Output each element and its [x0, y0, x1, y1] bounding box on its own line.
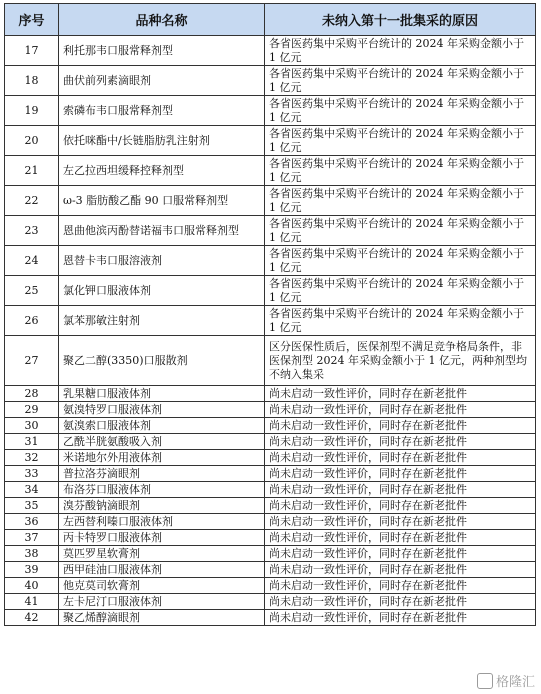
drug-name: 乳果糖口服液体剂: [59, 386, 265, 402]
drug-name: 普拉洛芬滴眼剂: [59, 466, 265, 482]
table-header-row: [5, 4, 536, 36]
exclusion-reason: 各省医药集中采购平台统计的 2024 年采购金额小于 1 亿元: [265, 276, 536, 306]
table-row: [5, 418, 536, 434]
table-row: [5, 66, 536, 96]
drug-name: 溴芬酸钠滴眼剂: [59, 498, 265, 514]
table-row: [5, 450, 536, 466]
row-number: 41: [5, 594, 59, 610]
exclusion-reason: 各省医药集中采购平台统计的 2024 年采购金额小于 1 亿元: [265, 96, 536, 126]
exclusion-reason: 各省医药集中采购平台统计的 2024 年采购金额小于 1 亿元: [265, 186, 536, 216]
exclusion-reason: 尚未启动一致性评价，同时存在新老批件: [265, 514, 536, 530]
table-row: [5, 498, 536, 514]
exclusion-reason: 尚未启动一致性评价，同时存在新老批件: [265, 402, 536, 418]
row-number: 37: [5, 530, 59, 546]
row-number: 35: [5, 498, 59, 514]
row-number: 42: [5, 610, 59, 626]
watermark-text: 格隆汇: [495, 675, 535, 690]
row-number: 39: [5, 562, 59, 578]
drug-name: 曲伏前列素滴眼剂: [59, 66, 265, 96]
exclusion-reason: 尚未启动一致性评价，同时存在新老批件: [265, 530, 536, 546]
exclusion-reason: 尚未启动一致性评价，同时存在新老批件: [265, 546, 536, 562]
exclusion-reason: 尚未启动一致性评价，同时存在新老批件: [265, 434, 536, 450]
table-row: [5, 514, 536, 530]
row-number: 33: [5, 466, 59, 482]
row-number: 17: [5, 36, 59, 66]
row-number: 27: [5, 336, 59, 386]
table-row: [5, 36, 536, 66]
drug-name: 氯化钾口服液体剂: [59, 276, 265, 306]
exclusion-reason: 尚未启动一致性评价，同时存在新老批件: [265, 594, 536, 610]
exclusion-reason: 尚未启动一致性评价，同时存在新老批件: [265, 610, 536, 626]
row-number: 36: [5, 514, 59, 530]
row-number: 22: [5, 186, 59, 216]
table-row: [5, 434, 536, 450]
drug-name: 氨溴特罗口服液体剂: [59, 402, 265, 418]
header-drug-name: 品种名称: [59, 4, 265, 36]
drug-name: 丙卡特罗口服液体剂: [59, 530, 265, 546]
drug-name: 聚乙二醇(3350)口服散剂: [59, 336, 265, 386]
row-number: 20: [5, 126, 59, 156]
drug-name: 左卡尼汀口服液体剂: [59, 594, 265, 610]
table-row: [5, 466, 536, 482]
row-number: 34: [5, 482, 59, 498]
table-row: [5, 578, 536, 594]
drug-name: 米诺地尔外用液体剂: [59, 450, 265, 466]
exclusion-reason: 尚未启动一致性评价，同时存在新老批件: [265, 450, 536, 466]
row-number: 21: [5, 156, 59, 186]
drug-name: 依托咪酯中/长链脂肪乳注射剂: [59, 126, 265, 156]
drug-name: 聚乙烯醇滴眼剂: [59, 610, 265, 626]
table-body: [5, 36, 536, 626]
drug-name: ω-3 脂肪酸乙酯 90 口服常释剂型: [59, 186, 265, 216]
exclusion-table: [4, 3, 536, 626]
exclusion-reason: 各省医药集中采购平台统计的 2024 年采购金额小于 1 亿元: [265, 156, 536, 186]
row-number: 31: [5, 434, 59, 450]
table-row: [5, 336, 536, 386]
drug-name: 恩替卡韦口服溶液剂: [59, 246, 265, 276]
watermark: [477, 671, 535, 690]
row-number: 25: [5, 276, 59, 306]
exclusion-reason: 各省医药集中采购平台统计的 2024 年采购金额小于 1 亿元: [265, 126, 536, 156]
row-number: 18: [5, 66, 59, 96]
drug-name: 乙酰半胱氨酸吸入剂: [59, 434, 265, 450]
drug-name: 索磷布韦口服常释剂型: [59, 96, 265, 126]
row-number: 28: [5, 386, 59, 402]
drug-name: 利托那韦口服常释剂型: [59, 36, 265, 66]
table-row: [5, 306, 536, 336]
row-number: 32: [5, 450, 59, 466]
exclusion-reason: 尚未启动一致性评价，同时存在新老批件: [265, 386, 536, 402]
table-row: [5, 156, 536, 186]
row-number: 23: [5, 216, 59, 246]
row-number: 26: [5, 306, 59, 336]
table-row: [5, 186, 536, 216]
exclusion-reason: 尚未启动一致性评价，同时存在新老批件: [265, 498, 536, 514]
table-row: [5, 546, 536, 562]
table-row: [5, 530, 536, 546]
row-number: 40: [5, 578, 59, 594]
table-row: [5, 276, 536, 306]
table-row: [5, 96, 536, 126]
exclusion-reason: 尚未启动一致性评价，同时存在新老批件: [265, 418, 536, 434]
table-row: [5, 562, 536, 578]
exclusion-reason: 区分医保性质后，医保剂型不满足竞争格局条件，非医保剂型 2024 年采购金额小于 1 亿元，两种剂型均不纳入集采: [265, 336, 536, 386]
row-number: 24: [5, 246, 59, 276]
drug-name: 左西替利嗪口服液体剂: [59, 514, 265, 530]
exclusion-reason: 各省医药集中采购平台统计的 2024 年采购金额小于 1 亿元: [265, 216, 536, 246]
exclusion-reason: 尚未启动一致性评价，同时存在新老批件: [265, 466, 536, 482]
drug-name: 他克莫司软膏剂: [59, 578, 265, 594]
exclusion-reason: 各省医药集中采购平台统计的 2024 年采购金额小于 1 亿元: [265, 66, 536, 96]
drug-name: 恩曲他滨丙酚替诺福韦口服常释剂型: [59, 216, 265, 246]
drug-name: 布洛芬口服液体剂: [59, 482, 265, 498]
table-row: [5, 386, 536, 402]
table-row: [5, 482, 536, 498]
exclusion-reason: 尚未启动一致性评价，同时存在新老批件: [265, 578, 536, 594]
table-row: [5, 610, 536, 626]
drug-name: 左乙拉西坦缓释控释剂型: [59, 156, 265, 186]
row-number: 29: [5, 402, 59, 418]
exclusion-reason: 各省医药集中采购平台统计的 2024 年采购金额小于 1 亿元: [265, 306, 536, 336]
drug-name: 氯苯那敏注射剂: [59, 306, 265, 336]
table-row: [5, 246, 536, 276]
watermark-logo-icon: [477, 673, 493, 689]
row-number: 38: [5, 546, 59, 562]
exclusion-reason: 各省医药集中采购平台统计的 2024 年采购金额小于 1 亿元: [265, 246, 536, 276]
header-reason: 未纳入第十一批集采的原因: [265, 4, 536, 36]
table-row: [5, 216, 536, 246]
drug-name: 莫匹罗星软膏剂: [59, 546, 265, 562]
exclusion-reason: 尚未启动一致性评价，同时存在新老批件: [265, 562, 536, 578]
exclusion-reason: 尚未启动一致性评价，同时存在新老批件: [265, 482, 536, 498]
table-row: [5, 594, 536, 610]
exclusion-reason: 各省医药集中采购平台统计的 2024 年采购金额小于 1 亿元: [265, 36, 536, 66]
row-number: 19: [5, 96, 59, 126]
row-number: 30: [5, 418, 59, 434]
header-number: 序号: [5, 4, 59, 36]
table-row: [5, 402, 536, 418]
table-row: [5, 126, 536, 156]
drug-name: 氨溴索口服液体剂: [59, 418, 265, 434]
drug-name: 西甲硅油口服液体剂: [59, 562, 265, 578]
